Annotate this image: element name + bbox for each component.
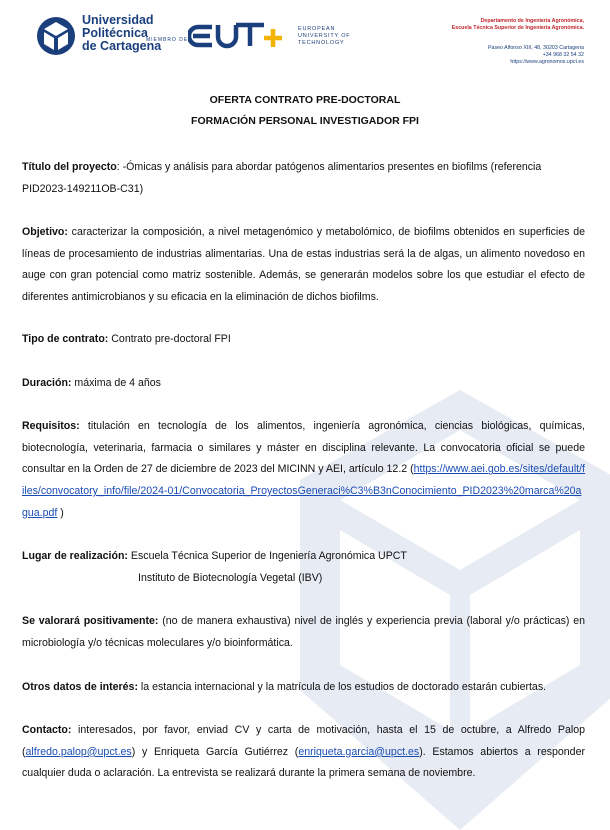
section-text: (no de manera exhaustiva) nivel de inglés y experiencia previa (laboral y/o prácticas) en microbiología y/o técnicas moleculares y/o bioinformática. — [22, 615, 585, 649]
section-otros — [22, 677, 585, 699]
university-name-line: de Cartagena — [82, 39, 162, 53]
convocatoria-link[interactable]: https://www.aei.gob.es/sites/default/files/convocatory_info/file/2024-01/Convocatoria_ProyectosGeneraci%C3%B3nConocimiento_PID2023%20marca%20agua.pdf — [22, 463, 585, 519]
eut-name-line: UNIVERSITY OF — [298, 33, 351, 39]
university-name — [82, 14, 161, 53]
section-label: Tipo de contrato: — [22, 333, 109, 345]
department-line: Departamento de Ingeniería Agronómica, — [480, 18, 584, 24]
eut-name-line: TECHNOLOGY — [298, 40, 345, 46]
section-text: Escuela Técnica Superior de Ingeniería Agronómica UPCT — [127, 550, 407, 562]
section-duracion — [22, 373, 585, 395]
university-name-line: Politécnica — [82, 26, 148, 40]
section-contacto — [22, 720, 585, 785]
section-label: Objetivo: — [22, 226, 68, 238]
document-title: OFERTA CONTRATO PRE-DOCTORAL — [209, 94, 401, 106]
eut-name-line: EUROPEAN — [298, 26, 336, 32]
section-requisitos — [22, 416, 585, 525]
section-tipo-contrato — [22, 329, 585, 351]
lugar-line — [22, 546, 585, 568]
section-valorara — [22, 611, 585, 654]
email-link-palop[interactable]: alfredo.palop@upct.es — [25, 745, 132, 758]
university-name-line: Universidad — [82, 13, 154, 27]
section-text: caracterizar la composición, a nivel metagenómico y metabolómico, de biofilms obtenidos en superficies de líneas de procesamiento de industrias alimentarias. Una de estas industrias será la de algas, un alimento novedoso en auge con gran potencial como matriz sostenible. Además, se generarán modelos sobre los que estudiar el efecto de diferentes antimicrobianos y su eficacia en la eliminación de dichos biofilms. — [22, 226, 585, 304]
section-text: : -Ómicas y análisis para abordar patógenos alimentarios presentes en biofilms (referencia PID2023-149211OB-C31) — [22, 161, 542, 195]
section-text: interesados, por favor, enviad CV y carta de motivación, hasta el 15 de octubre, a Alfredo Palop ( — [22, 724, 585, 758]
section-label: Lugar de realización: — [22, 550, 128, 562]
section-text: ) y Enriqueta García Gutiérrez ( — [131, 745, 299, 758]
section-text: ). Estamos abiertos a responder cualquier duda o aclaración. La entrevista se realizará durante la primera semana de noviembre. — [22, 745, 585, 780]
section-text: máxima de 4 años — [71, 377, 161, 389]
eut-name — [298, 26, 350, 47]
lugar-line-2: Instituto de Biotecnología Vegetal (IBV) — [138, 571, 323, 584]
section-proyecto — [22, 157, 585, 200]
member-label: MIEMBRO DE — [146, 37, 189, 43]
section-text: ) — [57, 506, 64, 519]
website-link[interactable]: https://www.agronomos.upct.es — [510, 59, 584, 65]
section-lugar — [22, 546, 585, 589]
email-link-garcia[interactable]: enriqueta.garcia@upct.es — [298, 745, 420, 758]
address-info — [488, 45, 584, 66]
section-text: titulación en tecnología de los alimentos, ingeniería agronómica, ciencias biológicas, químicas, biotecnología, veterinaria, farmacia o similares y máster en disciplina relevante. La convocatoria oficial se puede consultar en la Orden de 27 de diciembre de 2023 del MICINN y AEI, artículo 12.2 ( — [22, 420, 585, 476]
letterhead — [0, 0, 610, 80]
phone-line: +34 968 32 54 32 — [542, 52, 584, 58]
section-text: Contrato pre-doctoral FPI — [108, 333, 231, 345]
section-label: Contacto: — [22, 724, 72, 736]
section-label: Título del proyecto — [22, 161, 117, 173]
eut-logo-icon — [188, 19, 300, 53]
department-info — [452, 18, 584, 32]
section-text: la estancia internacional y la matrícula de los estudios de doctorado estarán cubiertas. — [137, 681, 547, 693]
section-label: Se valorará positivamente: — [22, 615, 159, 627]
section-label: Requisitos: — [22, 420, 80, 432]
department-line: Escuela Técnica Superior de Ingeniería Agronómica. — [451, 25, 584, 31]
upct-logo-icon — [36, 16, 76, 56]
document-subtitle: FORMACIÓN PERSONAL INVESTIGADOR FPI — [191, 115, 419, 127]
section-label: Otros datos de interés: — [22, 681, 138, 693]
address-line: Paseo Alfonso XIII, 48, 30203 Cartagena — [487, 45, 584, 51]
section-label: Duración: — [22, 377, 72, 389]
section-objetivo — [22, 222, 585, 309]
